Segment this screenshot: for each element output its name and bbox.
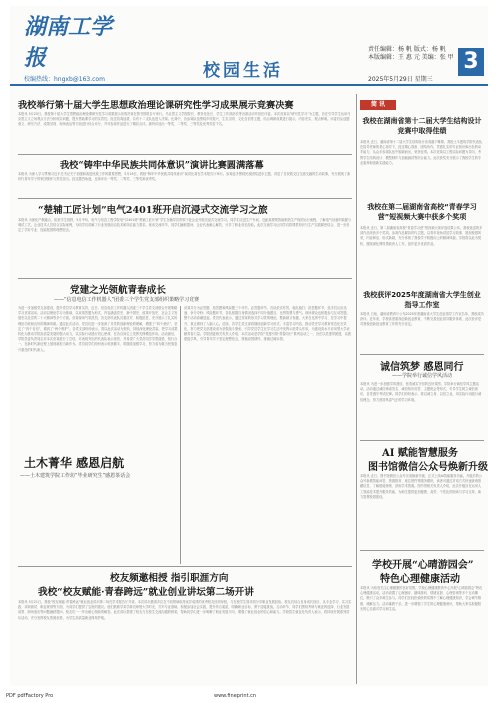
feature-body: 本报讯 为营造关注心理健康的良好氛围，学校心理健康教育中心开展“心晴游园会”特色心理健康活动。活动设置了心理测评、趣味游戏、情绪宣泄、心理咨询等多个互动摊位，吸引了众多师生参与。同学们在轻松愉快的氛围中了解心理健康知识，学会调节情绪、缓解压力。活动寓教于乐，进一步增强了学生的心理健康意识，帮助大家以积极阳光的心态面对学习和生活。 — [360, 586, 483, 611]
page-number: 3 — [458, 48, 484, 76]
editor-line: 责任编辑：杨 帆 版式：杨 帆 — [368, 46, 446, 53]
article-headline: “楚辅工匠计划”电气2401班开启沉浸式交流学习之旅 — [38, 205, 268, 216]
feature-subheadline: ——学院举行诚信学风活动 — [392, 373, 453, 379]
brief-body: 本报讯 近日，湖南省第十二届大学生结构设计竞赛落下帷幕，我校土木建筑学院代表队在指导老师的悉心指导下，经过精心准备、团结协作，凭借扎实的专业知识和出色的动手能力，从众多参赛队伍中脱颖而出，荣获佳绩。本次竞赛以工程实际问题为导向，考察学生结构设计、模型制作与加载测试等综合能力。此次获奖充分展示了我校学生的专业素养和创新实践能力。 — [360, 140, 483, 165]
feature-headline: AI 赋能智慧服务 — [382, 448, 458, 459]
masthead — [10, 6, 488, 90]
feature-headline-line2: 图书馆微信公众号焕新升级 — [368, 462, 488, 473]
article-headline: 校友频邀相授 指引职涯方向 — [110, 573, 229, 584]
article-body: 本报讯 5月21日，我校“校友赋能·青春跨远”就业创业讲坛第二场在学术报告厅开讲。本次讲坛邀请多位在不同领域取得优异成绩的优秀校友回到母校，与在校学生面对面分享职业发展经验。校友们结合自身成长经历，从专业学习、实习实践、求职面试、职业规划等方面，为同学们提供了宝贵的建议。他们鼓励学弟学妹们珍惜大学时光，打牢专业基础，积极参加社会实践，提升综合素质，明确职业目标，勇于迎接挑战。互动环节，同学们围绕考研与就业的选择、行业发展前景、职场适应等问题踊跃提问，校友们一一作出耐心细致的解答。此次讲坛搭建了校友与在校生交流沟通的桥梁，帮助同学们进一步明晰了职业发展方向，增强了就业创业的信心和能力。学校招生就业处负责人表示，将持续开展系列讲坛活动，充分发挥校友资源优势，为学生高质量就业保驾护航。 — [18, 600, 352, 620]
issue-date: 2025年5月29日 星期三 — [368, 76, 433, 83]
footer-right: www.fineprint.cn — [214, 693, 257, 699]
divider — [18, 154, 352, 155]
briefs-label: 简 讯 — [360, 100, 396, 110]
article-subheadline: ——“信息电信工作机器人”团委三个学生党支部组织策略学习竞赛 — [54, 297, 200, 303]
article-body: 为进一步加强党支部建设，提升党员学习教育实效，近日，信息电信工作机器人团委三个学生党支部联合开展策略学习竞赛活动。活动以理论学习为基础，以竞赛答题为形式，内容涵盖党史、新中国史、改革开放史、社会主义发展史以及党的二十大精神等多个方面。竞赛现场气氛热烈，各支部代表队沉着应对、积极抢答，充分展示了扎实的理论功底和良好的精神风貌。通过此次活动，党员们进一步加深了对党的创新理论的理解，增强了“四个意识”，坚定了“四个自信”，做到了“两个维护”。各党支部纷纷表示，将以此次活动为契机，持续深化理论武装，把学习成果转化为推动学院高质量发展的强大动力，以实际行动践行初心使命，在各自岗位上发挥先锋模范作用。活动最后，学院党委负责同志对本次竞赛进行了总结，对表现突出的代表队表示祝贺，并希望广大党员同学学思践悟、知行合一，在新时代新征程上展现新担当新作为。党员同学们纷纷表示收获颇丰，将继续加强学习，努力成为堪当民族复兴重任的时代新人。 — [18, 306, 178, 352]
brief-body: 本报讯 近日，第二届湖南省高校“青春学习营”短视频大赛评选结果公布，我校选送的多部作品荣获多个奖项。参赛作品紧扣时代主题，以青年视角讲述学习故事、展现校园风采，内容鲜活、形式新颖，充分体现了我校学子积极向上的精神风貌。学校将以此为契机，继续深化网络思政育人工作，创作更多优质作品。 — [360, 226, 483, 246]
article-body: 本报讯 5月20日，我校第十届大学生思想政治理论课研究性学习成果展示竞赛决赛在图书馆报告厅举行。马克思主义学院院长、教务处处长、学生工作部部长等出席活动并担任评委。本次竞赛以“研究性学习”为主题，旨在引导学生运用马克思主义立场观点方法分析现实问题，提升思政课学习的实效性。经过初赛选拔，共有十二支队伍进入决赛。比赛中，各参赛队伍围绕乡村振兴、生态文明、文化自信等主题，结合调研成果进行展示，内容充实、观点鲜明。评委们从选题意义、研究方法、成果呈现、现场表达等方面进行综合评分，并对参赛作品进行了精彩点评。最终评选出一等奖、二等奖、三等奖及优秀奖若干名。 — [18, 112, 351, 127]
divider — [360, 550, 484, 551]
newspaper-logo: 湖南工学报 — [24, 14, 113, 71]
editor-line: 本版编辑：王 惠 元 美编：张 甲 — [368, 54, 454, 61]
divider — [18, 566, 352, 567]
feature-headline: 学校开展“心晴游园会” — [372, 560, 474, 571]
column-divider — [356, 94, 357, 684]
brief-headline: 我校在第二届湖南省高校“青春学习营”短视频大赛中获多个奖项 — [367, 203, 477, 221]
divider — [180, 306, 181, 564]
divider — [18, 198, 352, 199]
article-body: 本报讯 为深入学习贯彻习近平总书记关于加强和改进民族工作的重要思想，5月16日，我校“铸牢中华民族共同体意识”演讲比赛在学术报告厅举行。参赛选手围绕民族团结进步主题，讲述了各民族交往交流交融的生动故事，充分展现了新时代青年学子的家国情怀与责任担当。经过激烈角逐，比赛评出一等奖、二等奖、三等奖和优秀奖。 — [18, 172, 351, 182]
article-headline: 土木菁华 感恩启航 — [24, 456, 125, 470]
brief-body: 本报讯 日前，湖南省教育厅公布2025年度湖南省大学生创业指导工作室名单，我校成功获评。近年来，学校高度重视创新创业教育，不断完善创业指导服务体系，此次获评是对我校创新创业教育工作的充分肯定。 — [360, 312, 484, 327]
footer — [0, 690, 500, 703]
article-body: 竞赛共分为必答题、抢答题和风险题三个环节。必答题环节，各队依次作答，稳扎稳打；抢答题环节，选手们反应迅速、争分夺秒；风险题环节，各队根据自身情况选择不同分值题目，比拼智慧与勇气。现场观众也积极参与互动答题，整个活动高潮迭起。党员代表表示，通过竞赛的形式学习党的理论，既新颖又有趣，大家在比拼中学习、在学习中提升，真正做到了入脑入心。后续，各学生党支部将继续创新学习形式，丰富学习内容，推动党史学习教育常态化长效化，努力把党支部建设成为坚强战斗堡垒，引导党员学生在学习生活中发挥示范带头作用，为建设高水平应用型大学贡献青春力量。学院团委相关负责人介绍，本次活动是学院“党建引领·青春同行”系列活动之一，旨在以党建带团建，以团建促学风，引导青年学子坚定理想信念，厚植爱国情怀，练就过硬本领。 — [184, 306, 351, 342]
feature-headline-line2: 特色心理健康活动 — [380, 574, 460, 585]
footer-left: PDF pdfFactory Pro — [6, 693, 54, 699]
article-headline: 党建之光领航青春成长 — [70, 285, 166, 296]
newspaper-page — [10, 6, 488, 686]
divider — [18, 278, 352, 279]
masthead-rule — [10, 84, 488, 86]
article-body: 本报讯 为深化产教融合，拓宽学生视野，5月中旬，电气与信息工程学院电气2401班“楚辅工匠计划”学生在辅导员带领下赴企业开展沉浸式交流学习。同学们走进生产车间，近距离观察智能制造生产线的运行流程，了解电气设备的装配与调试工艺。企业技术人员结合实际案例，为同学们讲解了行业发展前沿技术和岗位能力要求。座谈交流环节，同学们踊跃提问，企业代表耐心解答，分享了职业成长经验。此次交流学习让同学们将课堂知识与生产实践紧密结合，进一步坚定了学好专业、技能报国的理想信念。 — [18, 218, 352, 233]
section-title: 校园生活 — [203, 61, 283, 81]
editor-credits — [368, 46, 454, 62]
feature-body: 本报讯 为进一步加强学风建设，营造诚实守信的良好氛围，学院举行诚信学风主题活动。活动通过诚信承诺签名、诚信知识竞答、主题班会等形式，引导学生树立诚信意识，自觉遵守考试纪律。同学们纷纷表示，将以诚立身、以信立业，用实际行动践行诚信理念，努力营造风清气正的学习环境。 — [360, 382, 482, 402]
brief-headline: 我校在湖南省第十二届大学生结构设计竞赛中取得佳绩 — [362, 117, 482, 135]
article-subheadline: ——土木建筑学院工作坊“毕业研究生”感恩茶话会 — [20, 473, 131, 479]
article-headline: 我校“铸牢中华民族共同体意识”演讲比赛圆满落幕 — [60, 160, 264, 171]
article-headline: 我校举行第十届大学生思想政治理论课研究性学习成果展示竞赛决赛 — [18, 100, 294, 111]
brief-headline: 我校获评2025年度湖南省大学生创业指导工作室 — [363, 291, 481, 309]
feature-body: 本报讯 近日，图书馆微信公众号完成焕新升级，正式上线AI智能服务功能。升级后的公众号新增智能问答、资源推荐、座位预约等服务模块，读者可通过对话方式快速查询馆藏信息、了解借阅规则、获取学术资源。图书馆相关负责人介绍，此次升级旨在运用人工智能技术提升服务效能，为师生提供更加便捷、高效、个性化的阅读与学习支持，助力智慧校园建设。 — [360, 474, 483, 499]
site-address: 校编热线：hngxb@163.com — [24, 76, 105, 83]
feature-headline: 诚信筑梦 感恩同行 — [380, 362, 464, 373]
article-headline-line2: 我校“校友赋能·青春跨远”就业创业讲坛第二场开讲 — [38, 587, 254, 598]
divider — [360, 354, 484, 355]
divider — [360, 440, 484, 441]
